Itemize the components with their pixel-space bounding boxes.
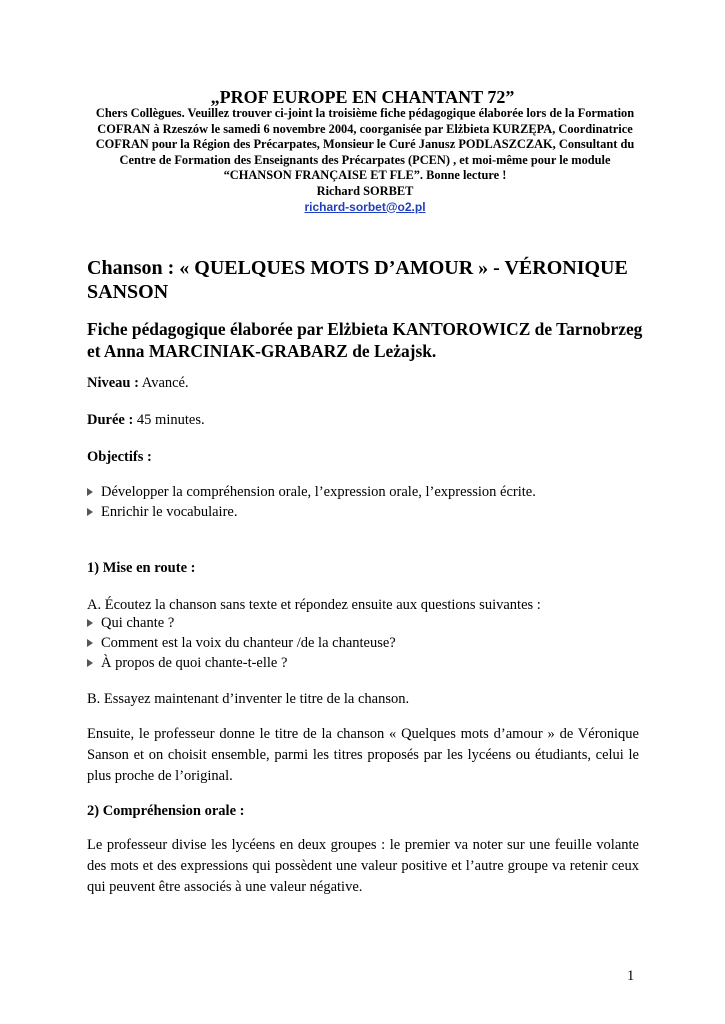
list-item: Comment est la voix du chanteur /de la chanteuse? xyxy=(87,633,647,653)
bullet-arrow-icon xyxy=(87,619,93,627)
intro-line: COFRAN pour la Région des Précarpates, Monsieur le Curé Janusz PODLASZCZAK, Consultant du xyxy=(95,137,635,152)
list-item: Développer la compréhension orale, l’expression orale, l’expression écrite. xyxy=(87,482,647,502)
header-title: „PROF EUROPE EN CHANTANT 72” xyxy=(210,87,515,107)
list-item: Qui chante ? xyxy=(87,613,647,633)
duree-field xyxy=(87,411,205,429)
bullet-arrow-icon xyxy=(87,508,93,516)
intro-line: Centre de Formation des Enseignants des Précarpates (PCEN) , et moi-même pour le module xyxy=(119,152,611,167)
song-title: Chanson : « QUELQUES MOTS D’AMOUR » - VÉRONIQUE SANSON xyxy=(87,257,628,303)
page-number: 1 xyxy=(627,968,635,984)
worksheet-subtitle: Fiche pédagogique élaborée par Elżbieta KANTOROWICZ de Tarnobrzeg et Anna MARCINIAK-GRABARZ de Leżajsk. xyxy=(87,319,643,361)
niveau-label: Niveau : xyxy=(87,375,139,391)
list-item: Enrichir le vocabulaire. xyxy=(87,502,647,522)
duree-label: Durée : xyxy=(87,412,134,428)
section-1-heading: 1) Mise en route : xyxy=(87,560,196,576)
section-1-a-intro: A. Écoutez la chanson sans texte et répondez ensuite aux questions suivantes : xyxy=(87,597,541,613)
section-2-paragraph: Le professeur divise les lycéens en deux groupes : le premier va noter sur une feuille volante des mots et des expressions qui possèdent une valeur positive et l’autre groupe va retenir ceux qui peuvent être associés à une valeur négative. xyxy=(87,837,639,895)
niveau-value: Avancé. xyxy=(138,375,189,391)
author-email-link[interactable]: richard-sorbet@o2.pl xyxy=(304,199,426,214)
objectifs-list xyxy=(87,482,647,522)
section-2-heading: 2) Compréhension orale : xyxy=(87,803,245,819)
intro-line: “CHANSON FRANÇAISE ET FLE”. Bonne lecture ! xyxy=(223,168,507,183)
bullet-arrow-icon xyxy=(87,488,93,496)
intro-block xyxy=(85,106,645,215)
questions-list xyxy=(87,613,647,673)
duree-value: 45 minutes. xyxy=(133,412,205,428)
niveau-field xyxy=(87,374,189,392)
list-item: À propos de quoi chante-t-elle ? xyxy=(87,653,647,673)
author-name: Richard SORBET xyxy=(316,183,414,198)
intro-line: Chers Collègues. Veuillez trouver ci-joint la troisième fiche pédagogique élaborée lors de la Formation xyxy=(95,106,635,120)
section-1-paragraph: Ensuite, le professeur donne le titre de la chanson « Quelques mots d’amour » de Véronique Sanson et on choisit ensemble, parmi les titres proposés par les lycéens ou étudiants, celui le plus proche de l’original. xyxy=(87,726,639,784)
bullet-arrow-icon xyxy=(87,639,93,647)
intro-line: COFRAN à Rzeszów le samedi 6 novembre 2004, coorganisée par Elżbieta KURZĘPA, Coordinatrice xyxy=(97,121,633,136)
objectifs-heading: Objectifs : xyxy=(87,449,152,465)
section-1-b-text: B. Essayez maintenant d’inventer le titre de la chanson. xyxy=(87,691,410,707)
bullet-arrow-icon xyxy=(87,659,93,667)
